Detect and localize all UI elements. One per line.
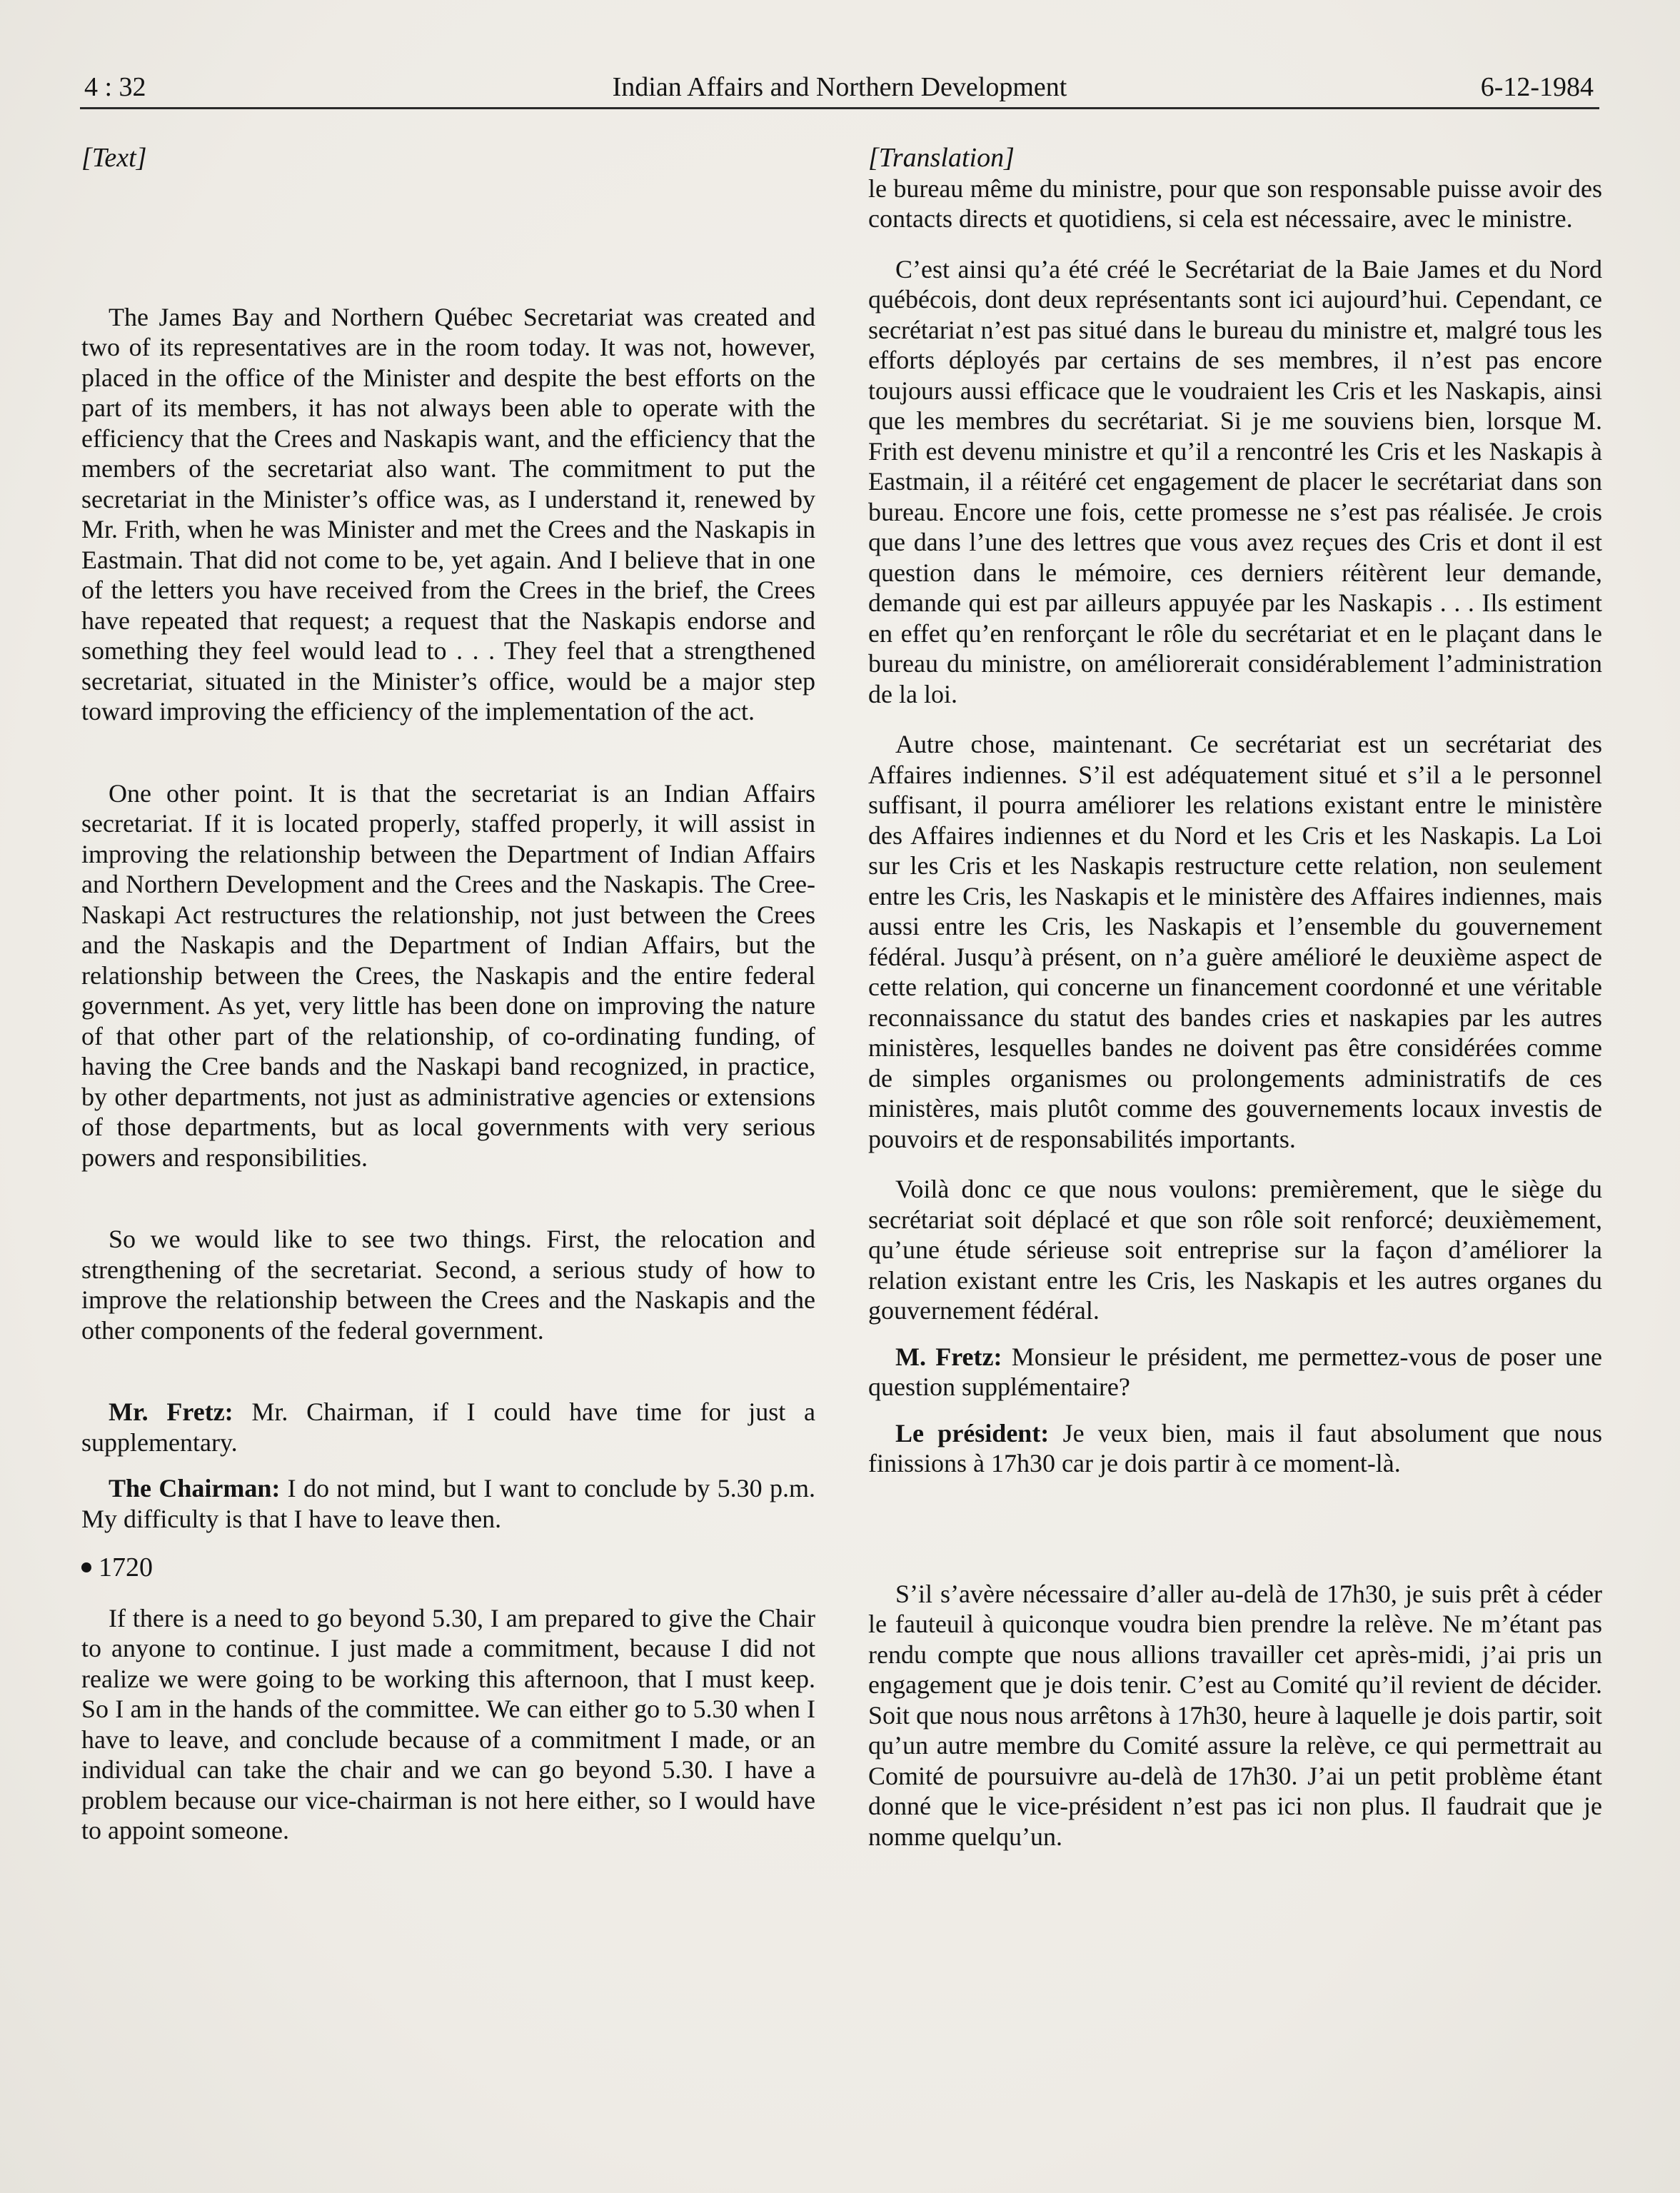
right-paragraph-1: C’est ainsi qu’a été créé le Secrétariat de la Baie James et du Nord québécois, dont deux représentants sont ici aujourd’hui. Cependant, ce secrétariat n’est pas situé dans le bureau du ministre et, malgré tous les efforts déployés par certains de ses membres, il n’est pas encore toujours aussi efficace que le voudraient les Cris et les Naskapis, ainsi que les membres du secrétariat. Si je me souviens bien, lorsque M. Frith est devenu ministre et qu’il a rencontré les Cris et les Naskapis à Eastmain, il a réitéré cet engagement de placer le secrétariat dans son bureau. Encore une fois, cette promesse ne s’est pas réalisée. Je crois que dans l’une des lettres que vous avez reçues des Cris et dont il est question dans le mémoire, ces derniers réitèrent leur demande, demande qui est par ailleurs appuyée par les Naskapis . . . Ils estiment en effet qu’en renforçant le rôle du secrétariat et en le plaçant dans le bureau du ministre, on améliorerait considérablement l’administration de la loi. [868, 254, 1602, 708]
speaker-name: M. Fretz: [895, 1342, 1002, 1371]
speaker-name: Mr. Fretz: [109, 1397, 233, 1426]
header-date: 6-12-1984 [1480, 72, 1594, 102]
right-chairman-statement [868, 1418, 1602, 1479]
left-column-text [81, 143, 815, 1846]
right-column-label: [Translation] [868, 143, 1015, 173]
header-title: Indian Affairs and Northern Development [612, 72, 1067, 102]
bullet-icon [81, 1562, 91, 1572]
right-final-paragraph: S’il s’avère nécessaire d’aller au-delà de 17h30, je suis prêt à céder le fauteuil à quiconque voudra bien prendre la relève. Ne m’étant pas rendu compte que nous allions travailler cet après-midi, j’ai pris un engagement que je dois tenir. C’est au Comité qu’il revient de décider. Soit que nous nous arrêtons à 17h30, heure à laquelle je dois partir, soit qu’un autre membre du Comité assure la relève, ce qui permettrait au Comité de poursuivre au-delà de 17h30. J’ai un petit problème étant donné que le vice-président n’est pas ici non plus. Il faudrait que je nomme quelqu’un. [868, 1579, 1602, 1851]
right-column-text [868, 143, 1602, 1852]
time-marker [81, 1552, 815, 1583]
right-opening-paragraph: le bureau même du ministre, pour que son responsable puisse avoir des contacts directs et quotidiens, si cela est nécessaire, avec le ministre. [868, 174, 1602, 233]
right-paragraph-3: Voilà donc ce que nous voulons: premièrement, que le siège du secrétariat soit déplacé et que son rôle soit renforcé; deuxièmement, qu’une étude sérieuse soit entreprise sur la façon d’améliorer la relation existant entre les Cris, les Naskapis et les autres organes du gouvernement fédéral. [868, 1175, 1602, 1325]
right-fretz-statement [868, 1342, 1602, 1402]
statement-text: Je veux bien, mais il faut absolument que nous finissions à 17h30 car je dois partir à ce moment-là. [868, 1418, 1602, 1477]
statement-text: I do not mind, but I want to conclude by 5.30 p.m. My difficulty is that I have to leave then. [81, 1474, 815, 1533]
page-header [80, 70, 1599, 109]
left-paragraph-2: One other point. It is that the secretariat is an Indian Affairs secretariat. If it is located properly, staffed properly, it will assist in improving the relationship between the Department of Indian Affairs and Northern Development and the Crees and the Naskapis. The Cree-Naskapi Act restructures the relationship, not just between the Crees and the Naskapis and the Department of Indian Affairs, but the relationship between the Crees, the Naskapis and the entire federal government. As yet, very little has been done on improving the nature of that other part of the relationship, of co-ordinating funding, of having the Cree bands and the Naskapi band recognized, in practice, by other departments, not just as administrative agencies or extensions of those departments, but as local governments with very serious powers and responsibilities. [81, 778, 815, 1172]
speaker-name: The Chairman: [109, 1474, 281, 1502]
left-fretz-statement [81, 1397, 815, 1457]
statement-text: Mr. Chairman, if I could have time for just a supplementary. [81, 1397, 815, 1457]
left-paragraph-3: So we would like to see two things. First, the relocation and strengthening of the secretariat. Second, a serious study of how to improve the relationship between the Crees and the Naskapis and the other components of the federal government. [81, 1225, 815, 1345]
left-final-paragraph: If there is a need to go beyond 5.30, I am prepared to give the Chair to anyone to continue. I just made a commitment, because I did not realize we were going to be working this afternoon, that I must keep. So I am in the hands of the committee. We can either go to 5.30 when I have to leave, and conclude because of a commitment I made, or an individual can take the chair and we can go beyond 5.30. I have a problem because our vice-chairman is not here either, so I would have to appoint someone. [81, 1603, 815, 1845]
left-paragraph-1: The James Bay and Northern Québec Secretariat was created and two of its representatives are in the room today. It was not, however, placed in the office of the Minister and despite the best efforts on the part of its members, it has not always been able to operate with the efficiency that the Crees and Naskapis want, and the efficiency that the members of the secretariat also want. The commitment to put the secretariat in the Minister’s office was, as I understand it, renewed by Mr. Frith, when he was Minister and met the Crees and the Naskapis in Eastmain. That did not come to be, yet again. And I believe that in one of the letters you have received from the Crees in the brief, the Crees have repeated that request; a request that the Naskapis endorse and something they feel would lead to . . . They feel that a strengthened secretariat, situated in the Minister’s office, would be a major step toward improving the efficiency of the implementation of the act. [81, 302, 815, 726]
time-marker-text: 1720 [99, 1552, 153, 1582]
right-paragraph-2: Autre chose, maintenant. Ce secrétariat est un secrétariat des Affaires indiennes. S’il est adéquatement situé et s’il a le personnel suffisant, il pourra améliorer les relations existant entre le ministère des Affaires indiennes et du Nord et les Cris et les Naskapis. La Loi sur les Cris et les Naskapis restructure cette relation, non seulement entre les Cris, les Naskapis et le ministère des Affaires indiennes, mais aussi entre les Cris, les Naskapis et l’ensemble du gouvernement fédéral. Jusqu’à présent, on n’a guère amélioré le deuxième aspect de cette relation, qui concerne un financement coordonné et une véritable reconnaissance du statut des bandes cries et naskapies par les autres ministères, lesquelles bandes ne doivent pas être considérées comme de simples organismes ou prolongements administratifs de ces ministères, mais plutôt comme des gouvernements locaux investis de pouvoirs et de responsabilités importants. [868, 730, 1602, 1153]
left-column-label: [Text] [81, 143, 147, 173]
header-page-number: 4 : 32 [84, 72, 146, 102]
statement-text: Monsieur le président, me permettez-vous de poser une question supplémentaire? [868, 1342, 1603, 1401]
left-chairman-statement [81, 1473, 815, 1534]
speaker-name: Le président: [895, 1418, 1050, 1447]
